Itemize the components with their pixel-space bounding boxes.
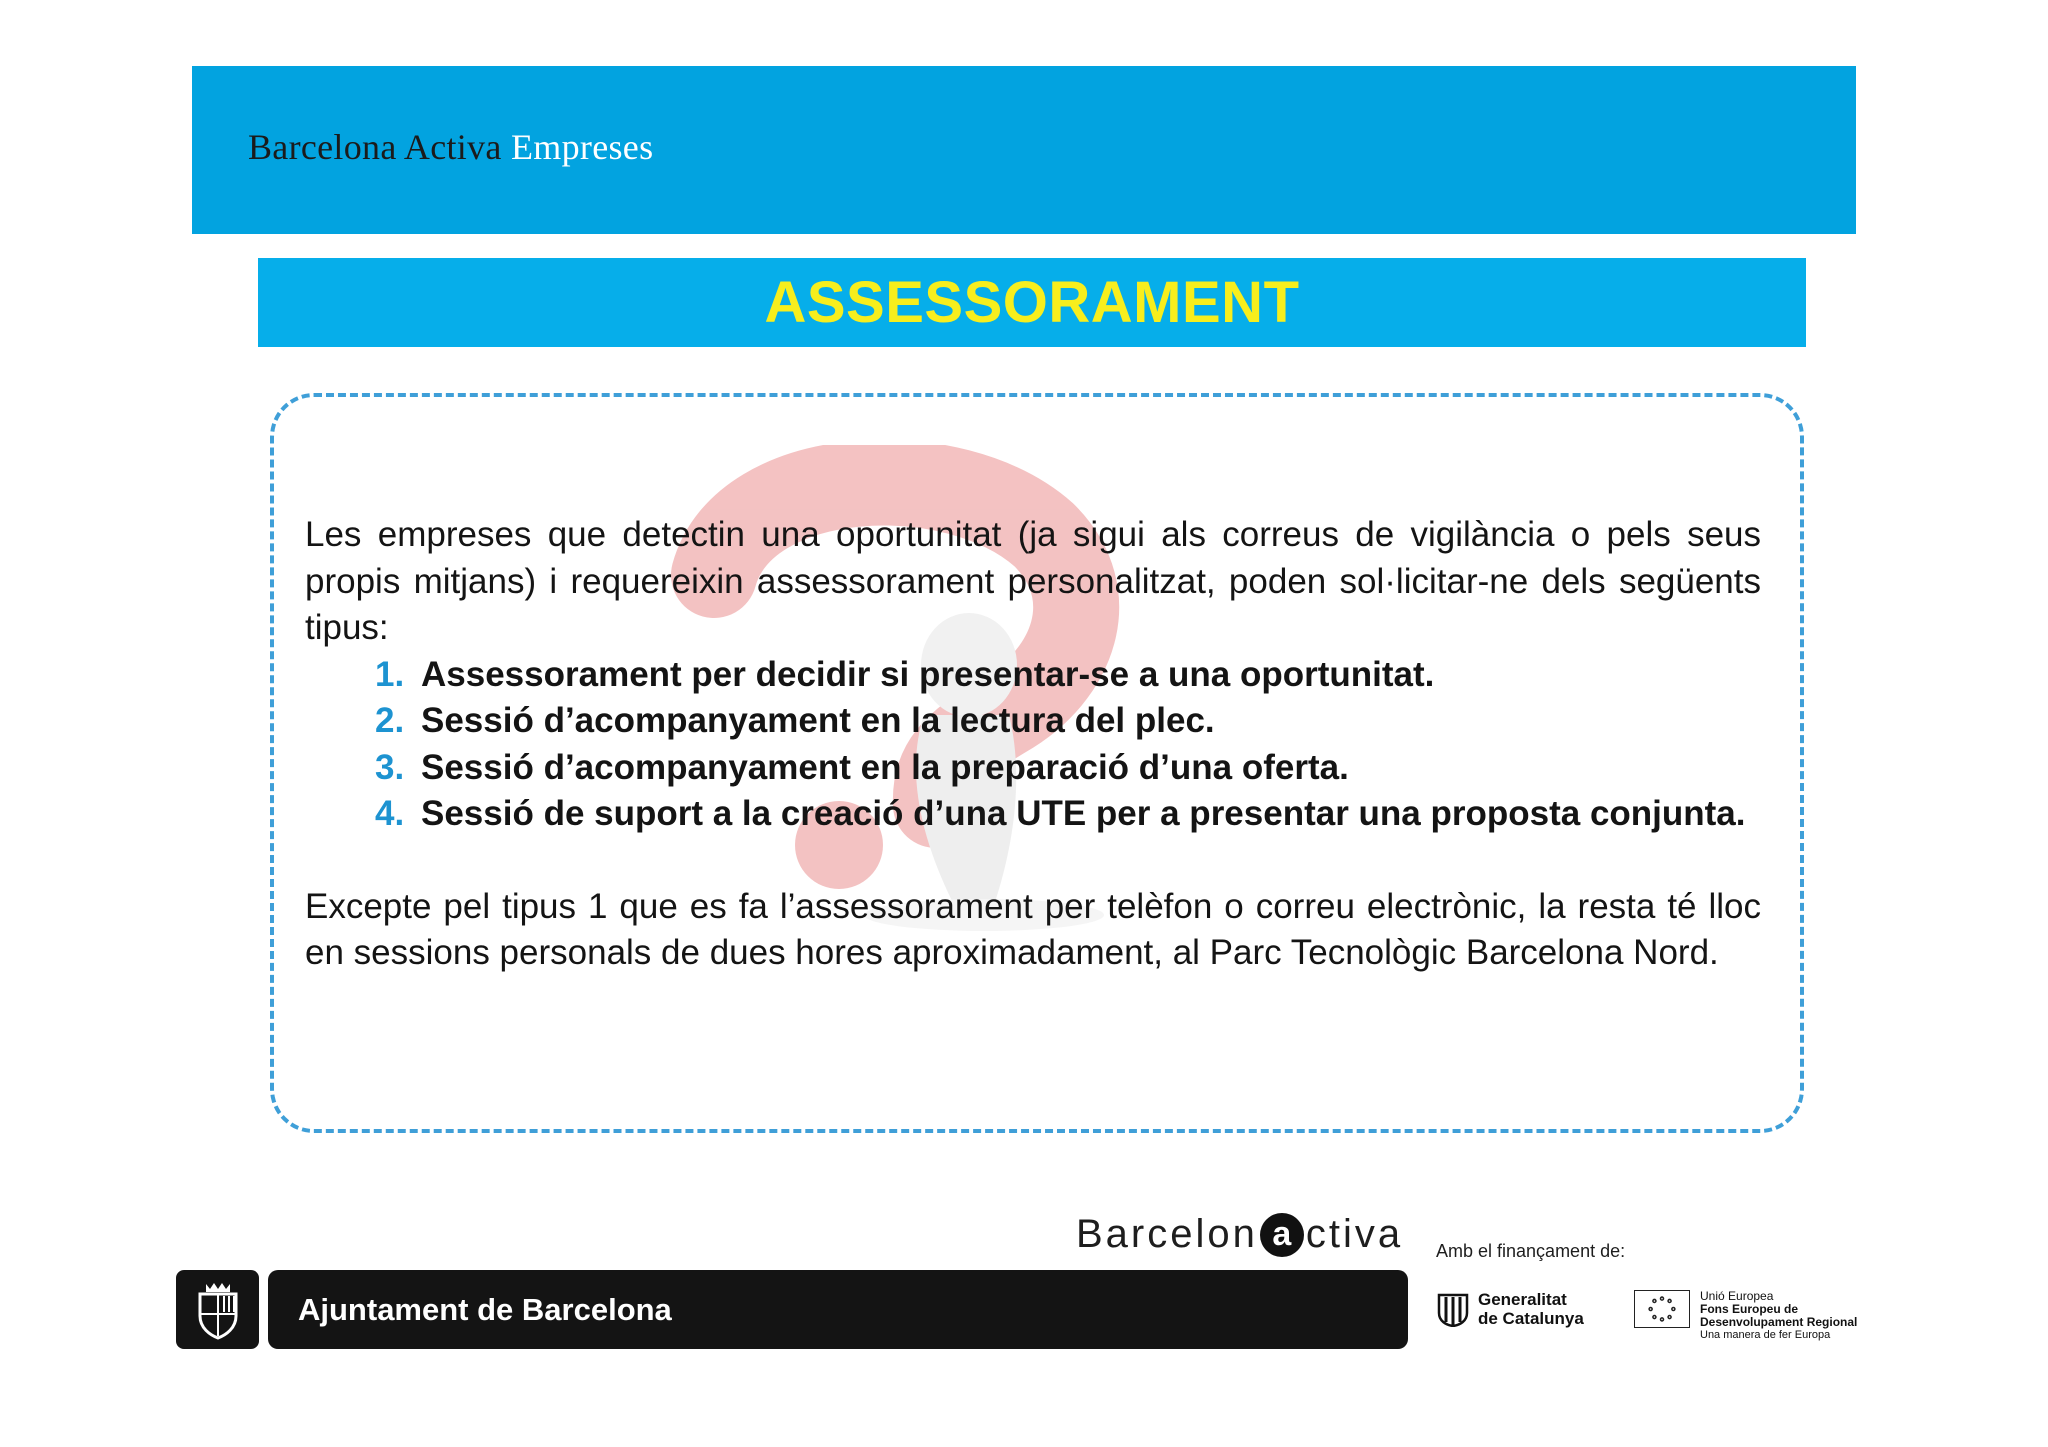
crest-icon	[192, 1280, 244, 1340]
header-band	[192, 66, 1856, 234]
logo-text-start: Barcelon	[1076, 1212, 1258, 1256]
header-brand	[248, 126, 653, 168]
list-item	[375, 791, 1761, 838]
feder-logo	[1634, 1290, 1857, 1342]
brand-sub: Empreses	[511, 127, 654, 167]
eu-line-2: Fons Europeu de	[1700, 1302, 1799, 1316]
eu-line-1: Unió Europea	[1700, 1289, 1774, 1303]
list-item	[375, 698, 1761, 745]
feder-text	[1700, 1290, 1857, 1342]
generalitat-logo	[1436, 1290, 1584, 1328]
eu-flag-icon	[1634, 1290, 1690, 1328]
logo-text-end: ctiva	[1305, 1212, 1404, 1256]
funding-label: Amb el finançament de:	[1436, 1241, 1626, 1261]
logo-a-badge: a	[1260, 1213, 1304, 1257]
ajuntament-bar	[268, 1270, 1408, 1349]
step-number: 1.	[375, 654, 405, 694]
closing-paragraph: Excepte pel tipus 1 que es fa l’assessorament per telèfon o correu electrònic, la resta té lloc en sessions personals de dues hores aproximadament, al Parc Tecnològic Barcelona Nord.	[305, 886, 1761, 972]
ajuntament-label: Ajuntament de Barcelona	[298, 1291, 672, 1327]
eu-line-4: Una manera de fer Europa	[1700, 1329, 1831, 1341]
page-title: ASSESSORAMENT	[764, 270, 1300, 335]
step-number: 4.	[375, 794, 405, 833]
generalitat-line-2: de Catalunya	[1478, 1309, 1584, 1328]
brand-main: Barcelona Activa	[248, 127, 502, 167]
generalitat-text	[1478, 1290, 1584, 1328]
generalitat-line-1: Generalitat	[1478, 1290, 1567, 1309]
ajuntament-crest	[176, 1270, 259, 1349]
step-text: Assessorament per decidir si presentar-se a una oportunitat.	[421, 654, 1435, 694]
content-box	[270, 393, 1804, 1133]
step-text: Sessió d’acompanyament en la lectura del plec.	[421, 701, 1215, 740]
generalitat-icon	[1436, 1291, 1470, 1327]
step-text: Sessió de suport a la creació d’una UTE per a presentar una proposta conjunta.	[421, 794, 1746, 833]
list-item	[375, 745, 1761, 792]
step-number: 3.	[375, 747, 405, 787]
intro-paragraph: Les empreses que detectin una oportunitat (ja sigui als correus de vigilància o pels seus propis mitjans) i requereixin assessorament personalitzat, poden sol·licitar-ne dels següents tipus:	[305, 515, 1761, 647]
list-item	[375, 652, 1761, 699]
eu-line-3: Desenvolupament Regional	[1700, 1315, 1858, 1329]
steps-list	[305, 652, 1761, 838]
step-number: 2.	[375, 701, 405, 740]
content-text	[305, 512, 1761, 977]
step-text: Sessió d’acompanyament en la preparació d’una oferta.	[421, 747, 1349, 787]
title-bar	[258, 258, 1806, 347]
barcelona-activa-logo	[1076, 1212, 1403, 1257]
